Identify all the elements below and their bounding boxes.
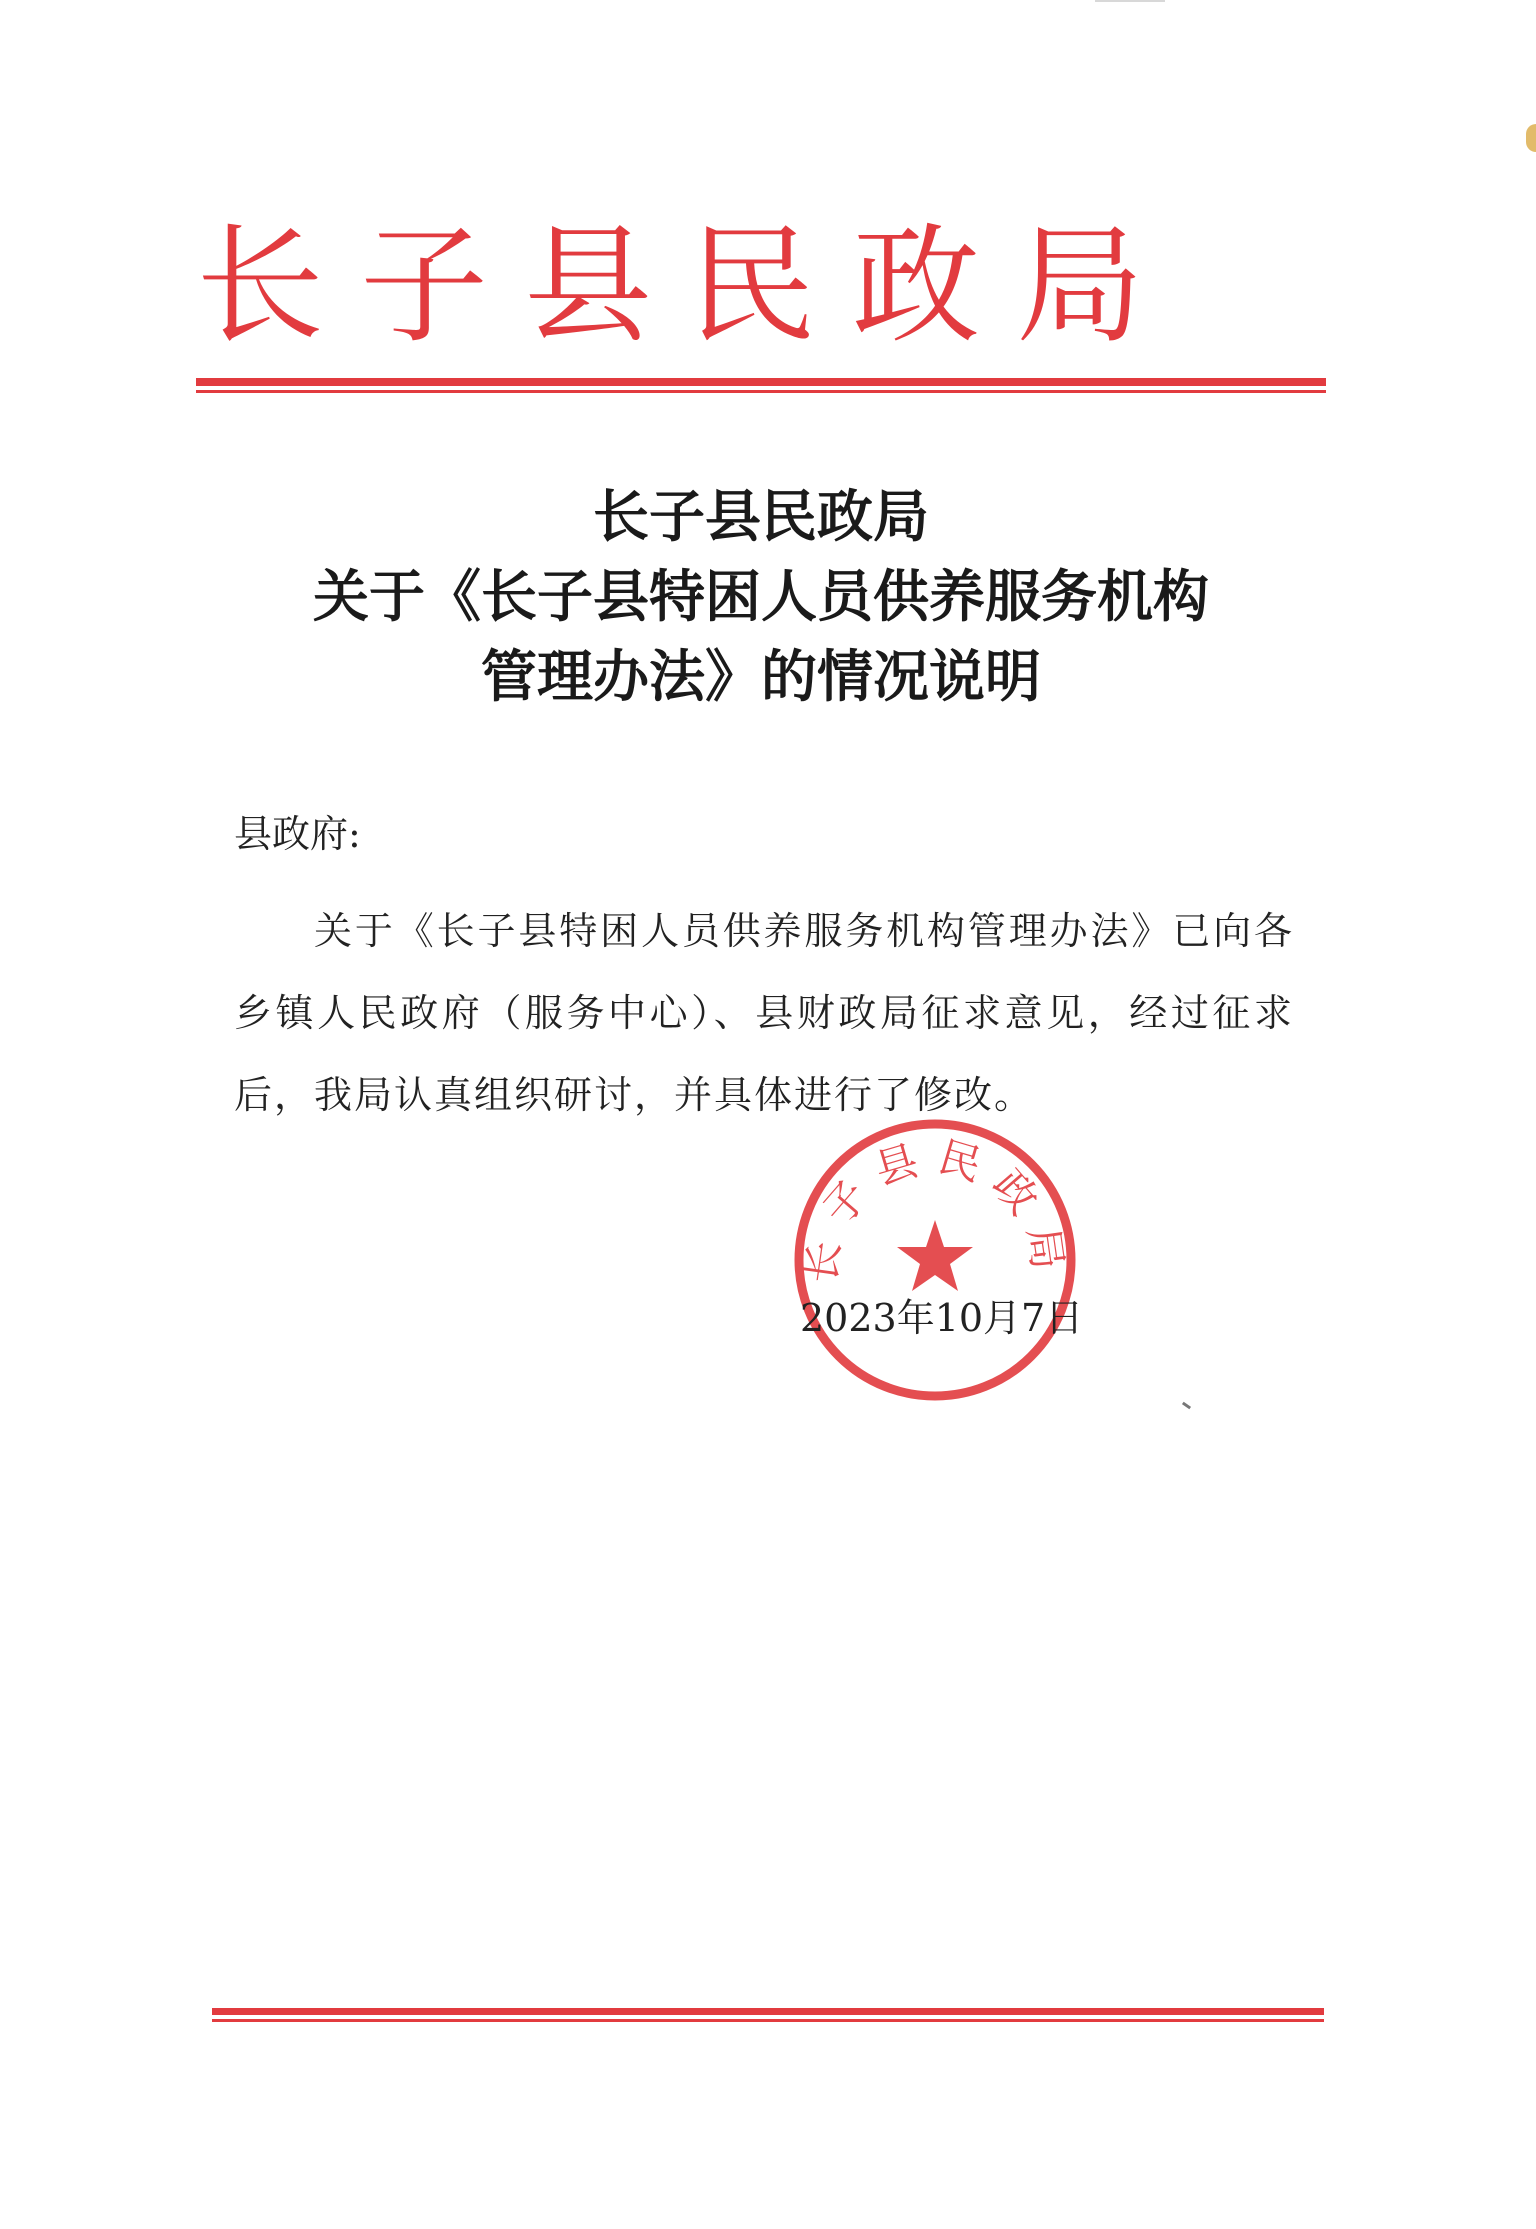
seal-text: 长子县民政局 [795, 1131, 1075, 1287]
scan-mark [1095, 0, 1165, 2]
body-paragraph: 关于《长子县特困人员供养服务机构管理办法》已向各乡镇人民政府（服务中心）、县财政局征求意见，经过征求后，我局认真组织研讨，并具体进行了修改。 [234, 909, 1294, 1117]
document-title [196, 478, 1326, 718]
document-date: 2023年10月7日 [800, 1296, 1084, 1340]
salutation: 县政府: [234, 812, 361, 856]
letterhead-rule-thick [196, 378, 1326, 386]
document-body [234, 798, 1294, 1136]
title-line: 管理办法》的情况说明 [481, 645, 1041, 710]
footer-rule-thick [212, 2008, 1324, 2015]
official-seal [790, 1115, 1080, 1405]
letterhead-title: 长子县民政局 [196, 212, 1181, 361]
title-line: 关于《长子县特困人员供养服务机构 [313, 565, 1209, 630]
letterhead-rule-thin [196, 390, 1326, 393]
scan-mark [1526, 124, 1536, 152]
seal-star-icon [897, 1220, 973, 1291]
footer-rule-thin [212, 2019, 1324, 2022]
title-line: 长子县民政局 [593, 485, 929, 550]
scan-speck [1182, 1402, 1191, 1410]
